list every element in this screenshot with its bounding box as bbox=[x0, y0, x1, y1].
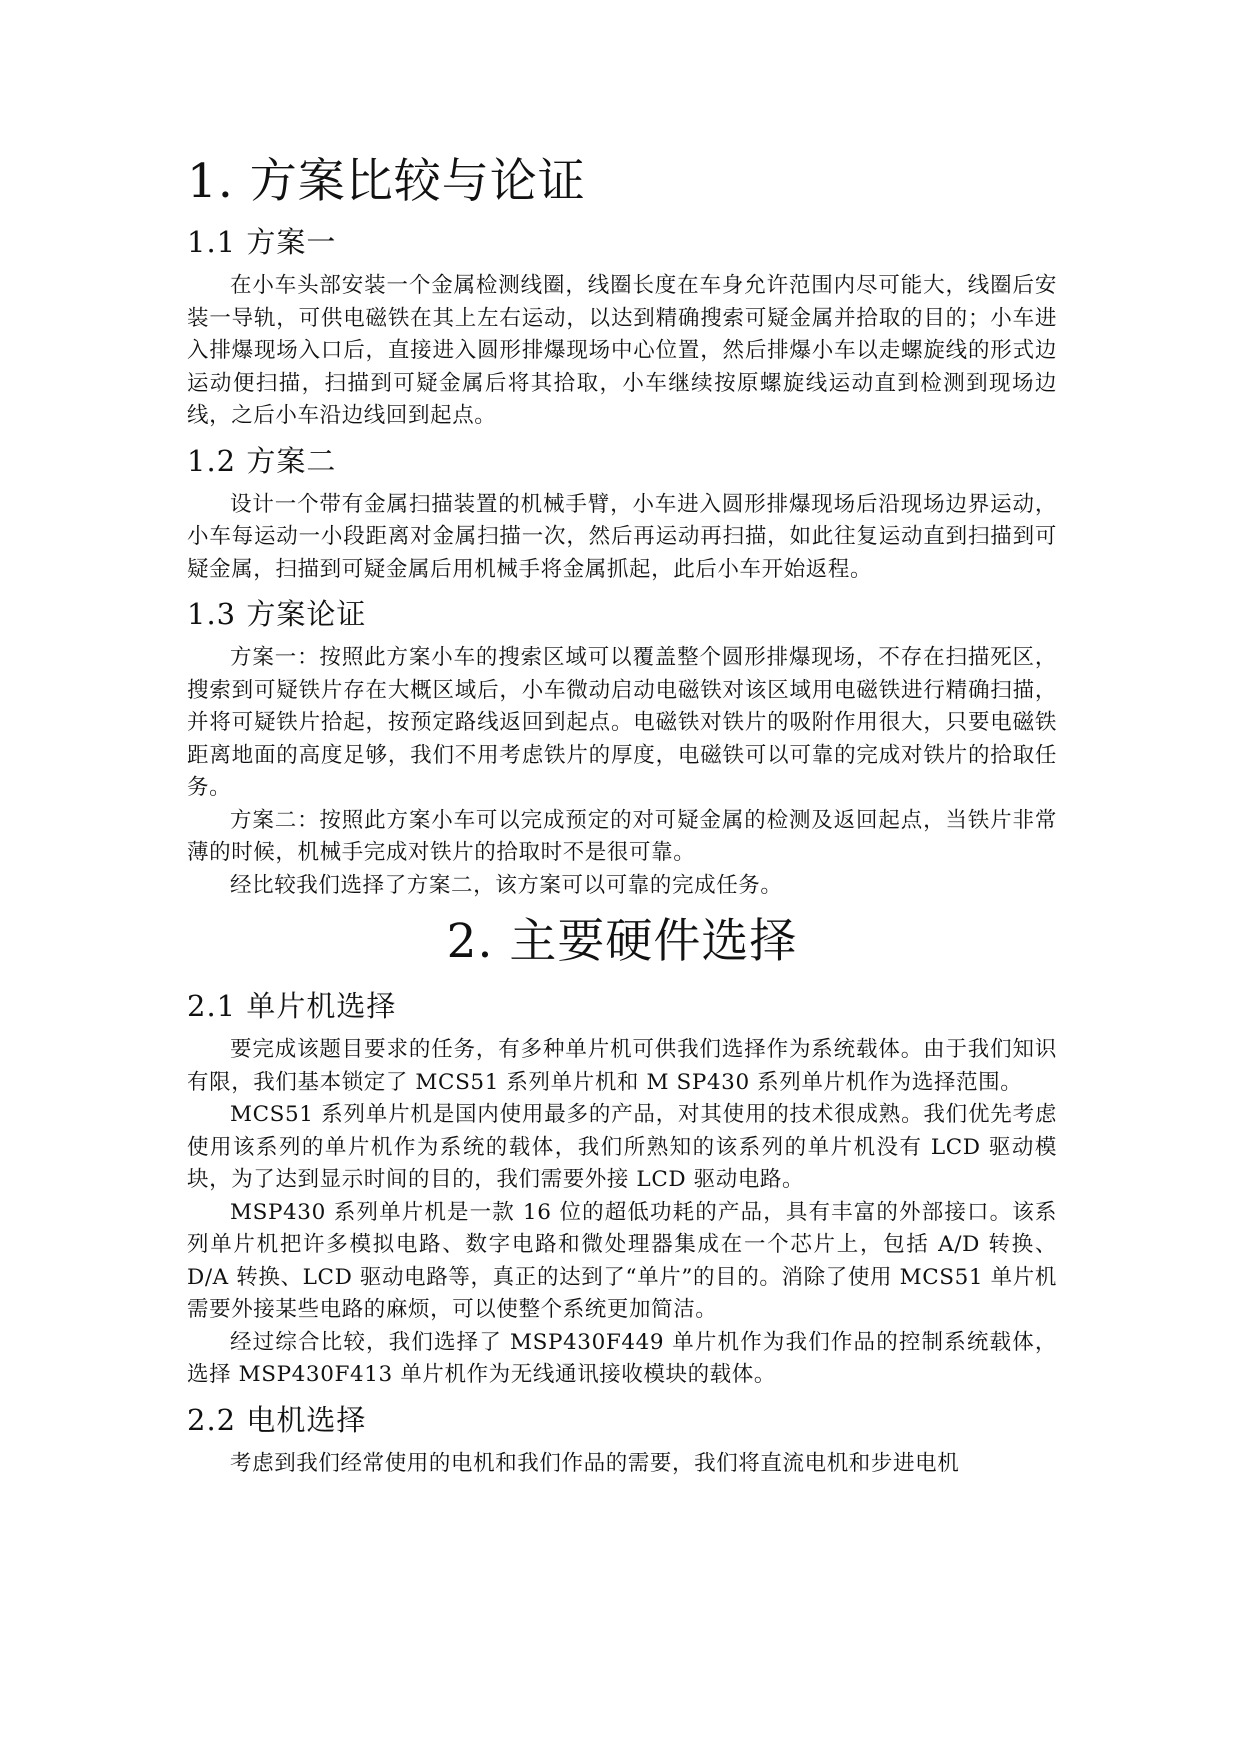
paragraph: 设计一个带有金属扫描装置的机械手臂，小车进入圆形排爆现场后沿现场边界运动，小车每运动一小段距离对金属扫描一次，然后再运动再扫描，如此往复运动直到扫描到可疑金属，扫描到可疑金属后用机械手将金属抓起，此后小车开始返程。 bbox=[187, 491, 1057, 582]
subsection-2-1-title: 2.1 单片机选择 bbox=[187, 989, 397, 1023]
paragraph: 考虑到我们经常使用的电机和我们作品的需要，我们将直流电机和步进电机 bbox=[230, 1450, 960, 1476]
paragraph: 经过综合比较，我们选择了 MSP430F449 单片机作为我们作品的控制系统载体，选择 MSP430F413 单片机作为无线通讯接收模块的载体。 bbox=[187, 1329, 1057, 1387]
subsection-2-2-title: 2.2 电机选择 bbox=[187, 1402, 367, 1437]
subsection-1-1-title: 1.1 方案一 bbox=[187, 225, 337, 259]
paragraph: 方案二：按照此方案小车可以完成预定的对可疑金属的检测及返回起点，当铁片非常薄的时候，机械手完成对铁片的拾取时不是很可靠。 bbox=[187, 807, 1057, 865]
section-1-title: 1. 方案比较与论证 bbox=[187, 154, 586, 209]
subsection-1-2-title: 1.2 方案二 bbox=[187, 443, 337, 478]
paragraph: MSP430 系列单片机是一款 16 位的超低功耗的产品，具有丰富的外部接口。该系列单片机把许多模拟电路、数字电路和微处理器集成在一个芯片上，包括 A/D 转换、D/A 转换、LCD 驱动电路等，真正的达到了“单片”的目的。消除了使用 MCS51 单片机需要外接某些电路的麻烦，可以使整个系统更加简洁。 bbox=[187, 1199, 1057, 1322]
subsection-1-3-title: 1.3 方案论证 bbox=[187, 597, 367, 631]
document-page bbox=[187, 150, 1057, 1480]
section-2-title: 2. 主要硬件选择 bbox=[446, 914, 798, 969]
paragraph: 方案一：按照此方案小车的搜索区域可以覆盖整个圆形排爆现场，不存在扫描死区，搜索到可疑铁片存在大概区域后，小车微动启动电磁铁对该区域用电磁铁进行精确扫描，并将可疑铁片拾起，按预定路线返回到起点。电磁铁对铁片的吸附作用很大，只要电磁铁距离地面的高度足够，我们不用考虑铁片的厚度，电磁铁可以可靠的完成对铁片的拾取任务。 bbox=[187, 645, 1057, 800]
paragraph: 要完成该题目要求的任务，有多种单片机可供我们选择作为系统载体。由于我们知识有限，我们基本锁定了 MCS51 系列单片机和 M SP430 系列单片机作为选择范围。 bbox=[187, 1037, 1057, 1095]
paragraph: 在小车头部安装一个金属检测线圈，线圈长度在车身允许范围内尽可能大，线圈后安装一导轨，可供电磁铁在其上左右运动，以达到精确搜索可疑金属并拾取的目的；小车进入排爆现场入口后，直接进入圆形排爆现场中心位置，然后排爆小车以走螺旋线的形式边运动便扫描，扫描到可疑金属后将其拾取，小车继续按原螺旋线运动直到检测到现场边线，之后小车沿边线回到起点。 bbox=[187, 273, 1057, 428]
paragraph: MCS51 系列单片机是国内使用最多的产品，对其使用的技术很成熟。我们优先考虑使用该系列的单片机作为系统的载体，我们所熟知的该系列的单片机没有 LCD 驱动模块，为了达到显示时间的目的，我们需要外接 LCD 驱动电路。 bbox=[187, 1102, 1057, 1192]
paragraph: 经比较我们选择了方案二，该方案可以可靠的完成任务。 bbox=[230, 872, 783, 898]
